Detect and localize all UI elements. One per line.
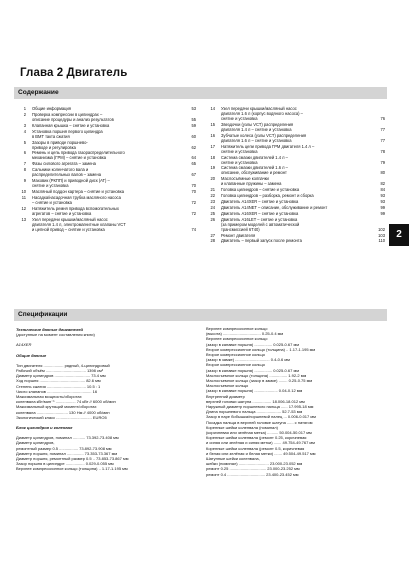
engine-code: A14XER xyxy=(16,342,32,348)
toc-entry xyxy=(16,178,196,188)
toc-entry-title: Клапанная крышка – снятие и установка xyxy=(32,122,110,128)
toc-entry xyxy=(205,106,385,121)
general-data-title: Общие данные xyxy=(16,352,47,358)
toc-entry-page: 65 xyxy=(191,161,196,167)
toc-entry-page: 93 xyxy=(380,193,385,199)
contents-header: Содержание xyxy=(14,87,387,99)
toc-entry xyxy=(16,195,196,205)
toc-entry-number: 1 xyxy=(23,106,26,111)
toc-entry-page: 82 xyxy=(380,181,385,187)
toc-entry-number: 26 xyxy=(210,216,215,222)
toc-entry xyxy=(16,129,196,139)
toc-entry-page: 99 xyxy=(380,204,385,210)
toc-entry-title: Двигатель – первый запуск после ремонта xyxy=(221,238,302,244)
toc-entry-number: 2 xyxy=(23,111,26,117)
toc-entry-page: 59 xyxy=(191,122,196,128)
toc-entry-title: Узел передачи крышки/масляный насос двигателя 1.6 л (корпус водяного насоса) – снятие и установка xyxy=(221,106,303,121)
toc-entry-page: 79 xyxy=(380,159,385,165)
toc-entry-number: 17 xyxy=(210,143,215,149)
toc-entry-number: 6 xyxy=(23,150,26,156)
toc-entry-title: Проверка компрессии в цилиндрах – описание процедуры и анализ результатов xyxy=(32,111,114,122)
specs-heading: Технические данные двигателей xyxy=(16,327,83,332)
toc-entry-title: Зазоры в приводе поршнево- приводе и регулировка xyxy=(32,139,88,150)
toc-entry-title: Зубчатые колеса (узлы VCT) распределения двигателя 1.6 л – снятие и установка xyxy=(221,132,307,143)
toc-entry xyxy=(205,187,385,192)
toc-entry-page: 99 xyxy=(380,210,385,216)
toc-entry xyxy=(205,133,385,143)
toc-entry-page: 55 xyxy=(191,116,196,122)
toc-entry-number: 11 xyxy=(21,194,26,200)
block-crankshaft-list: Диаметр цилиндров, номинал ........... 73.392-73.408 мм Диаметр цилиндров, ремонтный размер 0.5 ................. 73.892-73.908 мм Диаметр поршня, номинал ............... 73.353-73.367 мм Диаметр поршня, ремонтный размер 0.5 .. 73.853-73.867 мм Зазор поршня в цилиндре ................. 0.029-0.055 мм Верхнее компрессионное кольцо (толщина) .. 1.17-1.195 мм xyxy=(16,435,129,472)
toc-entry-title: Сальники коленчатого вала и распределительных валов – замена xyxy=(32,167,101,178)
toc-entry xyxy=(205,211,385,216)
toc-entry-page: 84 xyxy=(380,187,385,193)
toc-entry xyxy=(205,176,385,186)
toc-entry-title: Натяжитель ремня привода вспомогательных агрегатов – снятие и установка xyxy=(32,205,119,216)
toc-entry-page: 74 xyxy=(191,226,196,232)
toc-entry-number: 15 xyxy=(210,121,215,127)
toc-entry-page: 77 xyxy=(380,126,385,132)
toc-entry-title: Узел передачи крышки/масляный насос двигателя 1.4 л, электромагнитные клапаны VCT и цепной привод – снятие и установка xyxy=(32,216,126,232)
toc-entry-number: 24 xyxy=(210,204,215,210)
toc-entry-title: Общие информация xyxy=(32,106,72,111)
toc-entry-title: Ремень и цепь привода газораспределительного механизма (ГРМ) – снятие и установка xyxy=(32,150,125,161)
toc-entry-page: 60 xyxy=(191,133,196,139)
toc-entry-number: 5 xyxy=(23,139,26,145)
chapter-tab-marker: 2 xyxy=(389,224,409,246)
toc-entry xyxy=(16,123,196,128)
toc-entry-number: 10 xyxy=(21,189,26,195)
toc-entry-number: 21 xyxy=(210,187,215,193)
toc-entry xyxy=(205,122,385,132)
toc-entry xyxy=(205,205,385,210)
toc-entry-number: 16 xyxy=(210,132,215,138)
toc-entry-number: 23 xyxy=(210,199,215,205)
toc-entry-page: 76 xyxy=(380,116,385,121)
toc-entry-title: Двигатель A16LET – снятие и установка (за примером моделей с автоматической трансмиссией 6Т40) xyxy=(221,216,300,232)
toc-entry xyxy=(16,140,196,150)
toc-entry-page: 80 xyxy=(380,170,385,176)
toc-entry xyxy=(205,199,385,204)
toc-entry-title: Установка поршня первого цилиндра в ВМТ такта сжатия xyxy=(32,128,103,139)
toc-entry xyxy=(16,150,196,160)
toc-entry-page: 77 xyxy=(380,137,385,143)
specs-header: Спецификации xyxy=(14,309,387,321)
toc-entry-number: 4 xyxy=(23,128,26,134)
toc-entry xyxy=(16,167,196,177)
toc-entry-page: 70 xyxy=(191,183,196,189)
toc-entry xyxy=(205,217,385,232)
toc-entry-title: Ремонт двигателя xyxy=(221,232,256,238)
toc-entry-page: 102 xyxy=(378,226,385,232)
toc-entry xyxy=(205,144,385,154)
toc-entry-page: 70 xyxy=(191,189,196,195)
toc-entry xyxy=(205,193,385,198)
toc-entry xyxy=(205,155,385,165)
toc-entry-title: Двигатель A14XER – снятие и установка xyxy=(221,199,299,205)
toc-entry-title: Головка цилиндров – снятие и установка xyxy=(221,187,300,193)
toc-entry-number: 27 xyxy=(210,232,215,238)
toc-entry xyxy=(16,206,196,216)
specs-left-column xyxy=(16,327,194,472)
toc-entry-title: Масляный поддон картера – снятие и установка xyxy=(32,189,124,195)
page-title: Глава 2 Двигатель xyxy=(20,67,128,79)
toc-entry-number: 7 xyxy=(23,161,26,167)
toc-entry xyxy=(16,106,196,111)
toc-entry-title: Насадка/насадочная трубка масляного насоса – снятие и установка xyxy=(32,194,121,205)
toc-entry-title: Головка цилиндров – разборка, ремонт и сборка xyxy=(221,193,314,199)
toc-entry-page: 110 xyxy=(378,238,385,244)
specs-right-column xyxy=(206,326,386,477)
general-data-list: Тип двигателя .................. рядный, 4-цилиндровый Рабочий объём .................................... 1398 см³ Диаметр цилиндров ................................ 73.4 мм Ход поршня ......................................... 82.6 мм Степень сжатия ................................... 10.5 : 1 Число клапанов ........................................ 16 Максимальная мощность/оборотах коленвала кВт/мин⁻¹ .................. 74 кВт // 6000 об/мин Максимальный крутящий момент/оборотах коленвала ............................ 130 Нм // 4000 об/мин Экологический класс ................................ EURO5 xyxy=(16,362,116,420)
toc-entry-number: 13 xyxy=(21,216,26,222)
toc-entry-page: 78 xyxy=(380,148,385,154)
block-crankshaft-title: Блок цилиндров и коленвал xyxy=(16,425,73,431)
toc-entry-number: 28 xyxy=(210,238,215,244)
toc-entry-title: Система смазки двигателей 1.6 л – описание, обслуживание и ремонт xyxy=(221,165,288,176)
toc-entry-page: 64 xyxy=(191,155,196,161)
toc-entry xyxy=(16,217,196,232)
toc-entry-number: 12 xyxy=(21,205,26,211)
toc-entry-page: 53 xyxy=(191,106,196,111)
toc-entry-title: Двигатель A14NET – описание, обслуживание и ремонт xyxy=(221,204,328,210)
toc-entry-page: 103 xyxy=(378,232,385,238)
toc-entry-number: 20 xyxy=(210,176,215,182)
toc-entry-number: 9 xyxy=(23,178,26,184)
toc-entry-number: 3 xyxy=(23,122,26,128)
toc-entry-title: Звездочки (узлы VCT) распределения двигателя 1.4 л – снятие и установка xyxy=(221,121,294,132)
specs-heading-note: (доступные на момент составления книги) xyxy=(16,332,95,338)
toc-entry xyxy=(205,233,385,238)
specs-right-list: Верхнее компрессионное кольцо (высота) .................................. 0.25-0.4 мм Верхнее компрессионное кольцо (зазор в канавке поршня) ................ 0.025-0.67 мм Второе компрессионное кольцо (толщина) .. 1.17-1.195 мм Второе компрессионное кольцо (зазор в замке) ............................... 0.4-0.6 мм Второе компрессионное кольцо (зазор в канавке поршня) ................ 0.025-0.67 мм Маслосъемное кольцо (толщина) ................ 1.92-2 мм Маслосъемное кольцо (зазор в замке) ........ 0.25-0.75 мм Маслосъемное кольцо (зазор в канавке поршня) ..................... 0.04-0.12 мм Внутренний диаметр верхней головки шатуна ................. 18.006-18.012 мм Наружный диаметр поршневого пальца ...... 17.995-18 мм Длина поршневого пальца ...................... 52.7-53 мм Зазор в паре бобышка/поршневой палец ... 0.006-0.017 мм Посадка пальца в верхней головке шатуна ...... с натягом Коренные шейки коленвала (номинал) (коричневая или зелёная метка) .......... 50.004-50.017 мм Коренные шейки коленвала (ремонт 0.25, коричневая и синяя или зелёная и синяя метки) ....... 49.754-49.767 мм Коренные шейки коленвала (ремонт 0.5, коричневая и белая или зелёная и белая метки) ....... 49.504-49.517 мм Шатунные шейки коленвала, шейки (номинал) ........................... 23.000-23.052 мм ремонт 0.25 ................................. 23.000-23.252 мм ремонт 0.4 .................................. 23.400-23.452 мм xyxy=(206,326,316,477)
toc-entry-number: 25 xyxy=(210,210,215,216)
toc-entry-page: 93 xyxy=(380,199,385,205)
toc-entry-title: Фазы силового агрегата – замена xyxy=(32,161,96,167)
toc-entry-number: 19 xyxy=(210,165,215,171)
toc-left-column xyxy=(16,106,196,233)
toc-entry-number: 8 xyxy=(23,167,26,173)
toc-entry-title: Маслосъёмные колпачки и клапанные пружины – замена xyxy=(221,176,282,187)
toc-entry xyxy=(16,112,196,122)
toc-entry-page: 67 xyxy=(191,172,196,178)
toc-entry-title: Натяжитель цепи привода ГРМ двигателя 1.4 л – снятие и установка xyxy=(221,143,315,154)
toc-entry xyxy=(205,238,385,243)
toc-entry-page: 72 xyxy=(191,199,196,205)
toc-entry xyxy=(16,189,196,194)
toc-entry xyxy=(16,161,196,166)
toc-entry xyxy=(205,165,385,175)
toc-entry-page: 72 xyxy=(191,210,196,216)
toc-entry-title: Двигатель A16XER – снятие и установка xyxy=(221,210,299,216)
toc-entry-number: 14 xyxy=(210,106,215,111)
toc-entry-title: Маховик (РКПП) и приводной диск (АТ) – снятие и установка xyxy=(32,178,110,189)
toc-entry-title: Система смазки двигателей 1.4 л – снятие и установка xyxy=(221,154,288,165)
toc-entry-page: 62 xyxy=(191,144,196,150)
toc-entry-number: 22 xyxy=(210,193,215,199)
toc-right-column xyxy=(205,106,385,244)
toc-entry-number: 18 xyxy=(210,154,215,160)
